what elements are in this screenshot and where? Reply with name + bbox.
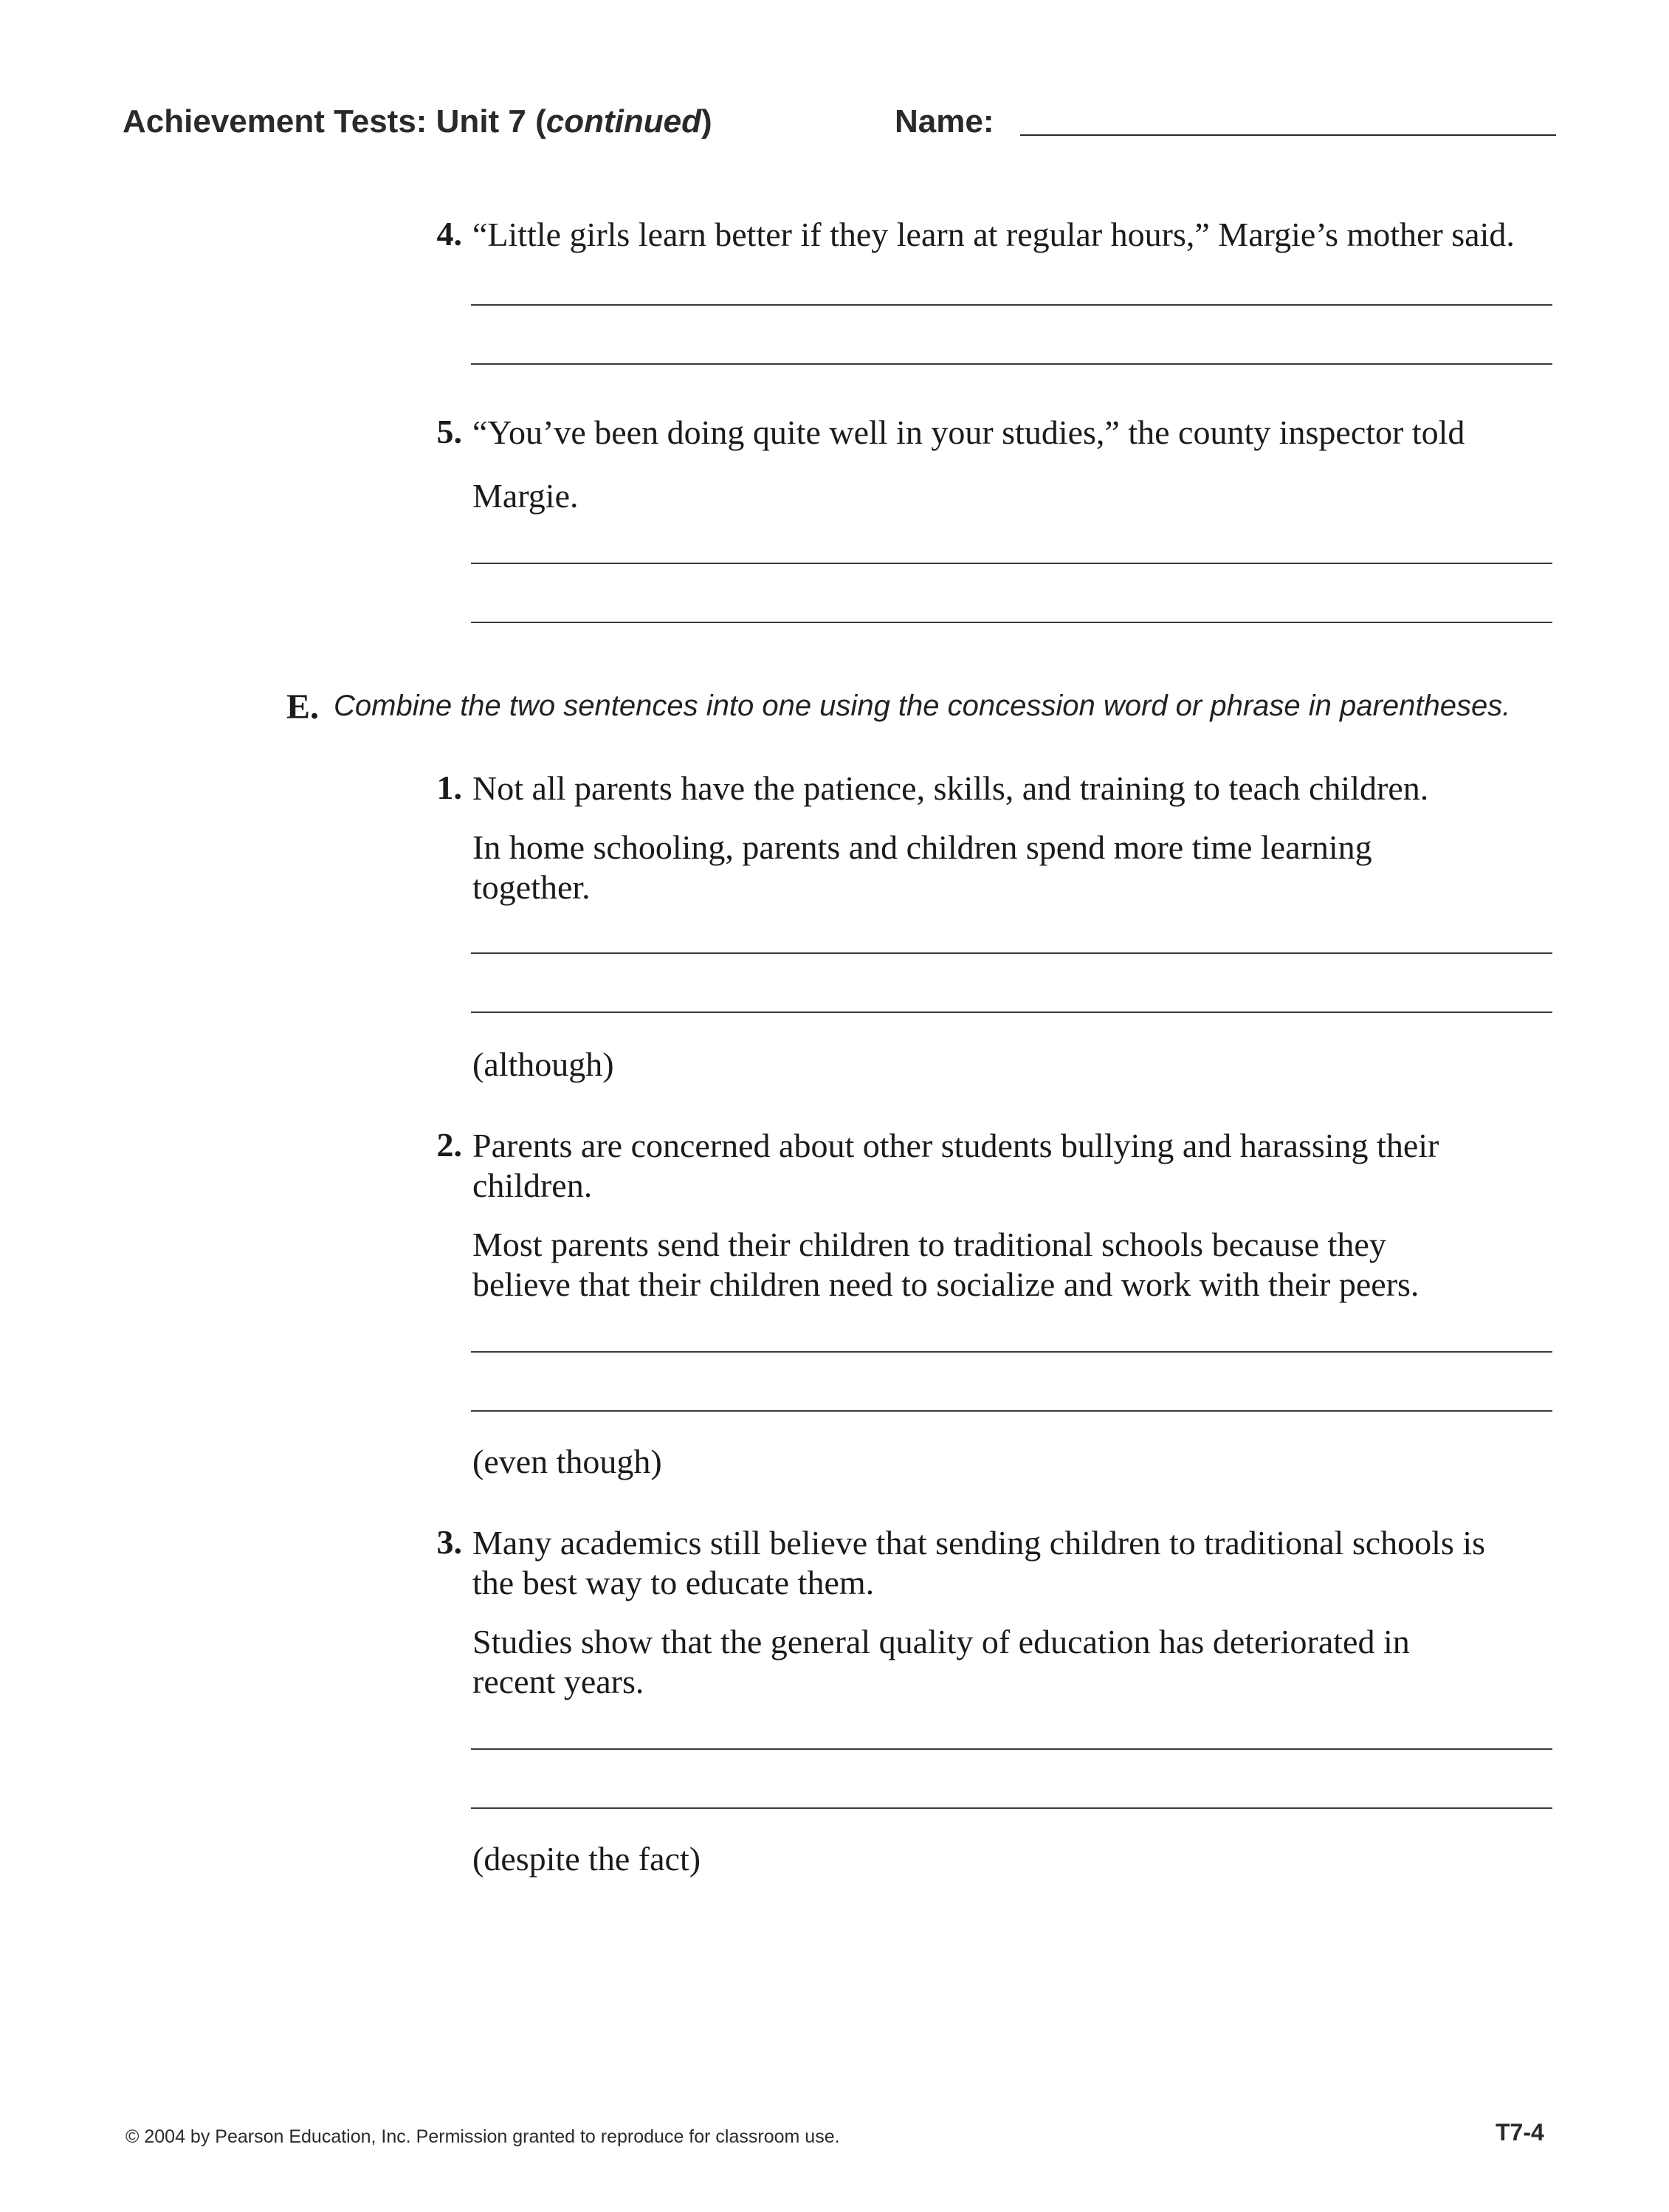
page-header bbox=[123, 103, 1562, 148]
sentence-two: In home schooling, parents and children spend more time learning bbox=[472, 828, 1372, 866]
sentence-one: Many academics still believe that sending children to traditional schools is bbox=[472, 1524, 1486, 1562]
question-text: “Little girls learn better if they learn at regular hours,” Margie’s mother said. bbox=[472, 216, 1515, 253]
sentence-two-continued: recent years. bbox=[472, 1663, 644, 1700]
title-italic: continued bbox=[546, 103, 701, 140]
name-label: Name: bbox=[895, 103, 994, 140]
answer-line[interactable] bbox=[471, 1351, 1552, 1353]
sentence-two-continued: together. bbox=[472, 868, 591, 906]
sentence-one: Parents are concerned about other students bullying and harassing their bbox=[472, 1127, 1439, 1164]
answer-line[interactable] bbox=[471, 1410, 1552, 1412]
answer-line[interactable] bbox=[471, 563, 1552, 564]
answer-line[interactable] bbox=[471, 1011, 1552, 1013]
section-letter: E. bbox=[286, 687, 320, 727]
copyright-notice: © 2004 by Pearson Education, Inc. Permission granted to reproduce for classroom use. bbox=[125, 2126, 840, 2147]
sentence-one: Not all parents have the patience, skills, and training to teach children. bbox=[472, 769, 1429, 807]
concession-hint: (despite the fact) bbox=[472, 1840, 701, 1878]
question-number: 5. bbox=[436, 413, 462, 450]
title-main: Achievement Tests: Unit 7 ( bbox=[123, 103, 546, 140]
question-number: 2. bbox=[436, 1126, 462, 1164]
question-number: 4. bbox=[436, 215, 462, 253]
question-number: 3. bbox=[436, 1523, 462, 1561]
page-title bbox=[123, 103, 712, 140]
concession-hint: (even though) bbox=[472, 1443, 662, 1480]
sentence-two-continued: believe that their children need to socialize and work with their peers. bbox=[472, 1265, 1419, 1303]
answer-line[interactable] bbox=[471, 304, 1552, 306]
sentence-one-continued: children. bbox=[472, 1167, 593, 1204]
answer-line[interactable] bbox=[471, 363, 1552, 365]
title-end: ) bbox=[701, 103, 712, 140]
question-number: 1. bbox=[436, 769, 462, 806]
answer-line[interactable] bbox=[471, 1807, 1552, 1809]
question-text: “You’ve been doing quite well in your studies,” the county inspector told bbox=[472, 413, 1465, 451]
question-text-continued: Margie. bbox=[472, 477, 579, 515]
sentence-one-continued: the best way to educate them. bbox=[472, 1564, 875, 1601]
page-number: T7-4 bbox=[1496, 2119, 1544, 2146]
answer-line[interactable] bbox=[471, 1748, 1552, 1750]
sentence-two: Most parents send their children to traditional schools because they bbox=[472, 1226, 1386, 1263]
answer-line[interactable] bbox=[471, 952, 1552, 954]
section-instruction: Combine the two sentences into one using the concession word or phrase in parentheses. bbox=[334, 690, 1511, 722]
concession-hint: (although) bbox=[472, 1045, 614, 1083]
name-field[interactable] bbox=[1020, 134, 1556, 136]
answer-line[interactable] bbox=[471, 622, 1552, 623]
sentence-two: Studies show that the general quality of education has deteriorated in bbox=[472, 1623, 1410, 1660]
